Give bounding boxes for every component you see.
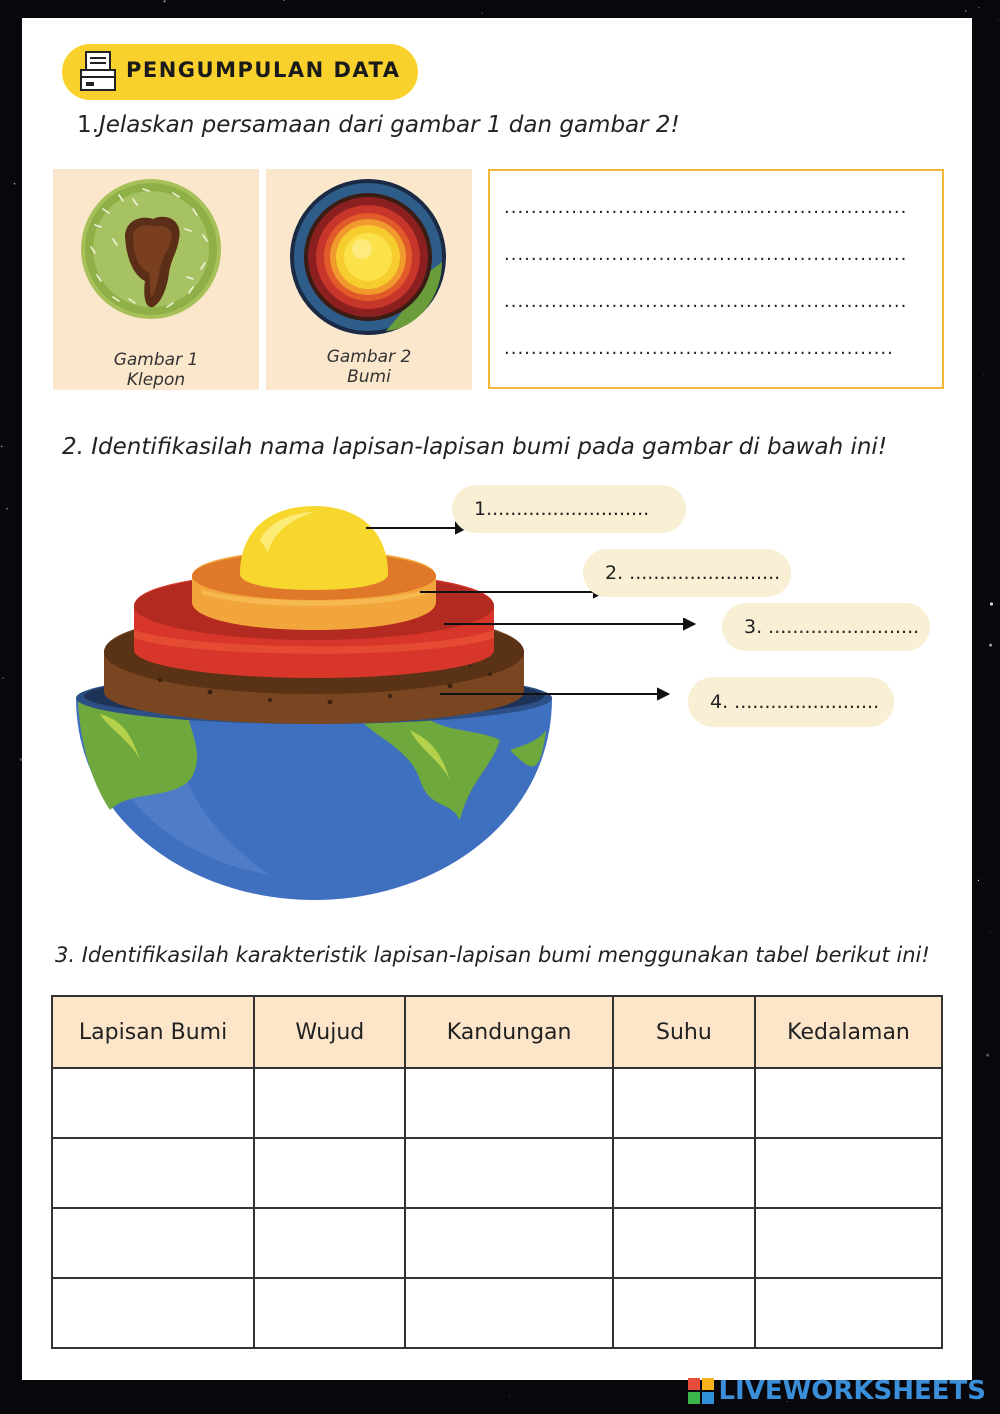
star: [509, 1397, 510, 1398]
table-row: [52, 1208, 942, 1278]
layer-label-2[interactable]: 2. .........................: [583, 549, 791, 597]
column-header: Kandungan: [405, 996, 612, 1068]
table-row: [52, 1068, 942, 1138]
table-row: [52, 1278, 942, 1348]
star: [998, 20, 999, 21]
table-cell[interactable]: [405, 1138, 612, 1208]
table-cell[interactable]: [613, 1068, 755, 1138]
star: [14, 183, 15, 184]
star: [990, 931, 991, 932]
layer-label-3[interactable]: 3. .........................: [722, 603, 930, 651]
star: [979, 7, 980, 8]
table-cell[interactable]: [254, 1138, 405, 1208]
table-cell[interactable]: [755, 1138, 942, 1208]
answer-line[interactable]: ..........................................................: [504, 338, 894, 359]
star: [2, 677, 4, 679]
column-header: Lapisan Bumi: [52, 996, 254, 1068]
table-cell[interactable]: [613, 1278, 755, 1348]
star: [990, 602, 993, 605]
table-cell[interactable]: [613, 1208, 755, 1278]
table-cell[interactable]: [52, 1138, 254, 1208]
answer-line[interactable]: ............................................................: [504, 244, 908, 265]
image-1-caption: [53, 350, 259, 390]
table-cell[interactable]: [405, 1068, 612, 1138]
layer-arrow-4: [438, 686, 678, 706]
star: [986, 1054, 989, 1057]
liveworksheets-logo-icon: [688, 1378, 714, 1404]
table-cell[interactable]: [52, 1068, 254, 1138]
image-1-caption-line1: Gambar 1: [113, 350, 199, 370]
star: [1, 446, 2, 447]
section-title: PENGUMPULAN DATA: [126, 58, 401, 82]
table-cell[interactable]: [52, 1278, 254, 1348]
layer-label-4[interactable]: 4. ........................: [688, 677, 894, 727]
column-header: Kedalaman: [755, 996, 942, 1068]
star: [283, 0, 285, 1]
column-header: Wujud: [254, 996, 405, 1068]
question-1: [77, 112, 680, 138]
question-3-text: 3. Identifikasilah karakteristik lapisan-lapisan bumi menggunakan tabel berikut ini!: [55, 943, 930, 967]
answer-box[interactable]: [488, 169, 944, 389]
layer-label-1[interactable]: 1...........................: [452, 485, 686, 533]
table-cell[interactable]: [254, 1208, 405, 1278]
worksheet-page: [22, 18, 972, 1380]
table-cell[interactable]: [613, 1138, 755, 1208]
star: [965, 10, 967, 12]
liveworksheets-watermark: [688, 1376, 986, 1406]
watermark-text: LIVEWORKSHEETS: [718, 1376, 986, 1406]
star: [6, 508, 8, 510]
question-2-text: 2. Identifikasilah nama lapisan-lapisan bumi pada gambar di bawah ini!: [62, 434, 888, 460]
table-cell[interactable]: [254, 1068, 405, 1138]
table-cell[interactable]: [52, 1208, 254, 1278]
star: [989, 644, 992, 647]
star: [482, 13, 483, 14]
answer-line[interactable]: ............................................................: [504, 197, 908, 218]
image-card-klepon: [53, 169, 259, 390]
section-header: [62, 44, 418, 100]
star: [654, 11, 655, 12]
star: [978, 880, 979, 881]
table-header-row: [52, 996, 942, 1068]
image-card-bumi: [266, 169, 472, 390]
star: [983, 374, 984, 375]
image-1-caption-line2: Klepon: [126, 370, 186, 390]
table-cell[interactable]: [405, 1278, 612, 1348]
table-cell[interactable]: [254, 1278, 405, 1348]
image-2-caption-line2: Bumi: [347, 367, 391, 387]
table-cell[interactable]: [755, 1068, 942, 1138]
table-cell[interactable]: [755, 1208, 942, 1278]
document-box-icon: [78, 50, 118, 94]
table-cell[interactable]: [405, 1208, 612, 1278]
image-2-caption-line1: Gambar 2: [326, 347, 412, 367]
question-1-number: 1.: [77, 112, 99, 138]
image-2-caption: [266, 347, 472, 387]
column-header: Suhu: [613, 996, 755, 1068]
star: [163, 0, 165, 2]
table-row: [52, 1138, 942, 1208]
question-1-text: Jelaskan persamaan dari gambar 1 dan gambar 2!: [98, 112, 680, 138]
characteristics-table: [51, 995, 943, 1349]
answer-line[interactable]: ............................................................: [504, 291, 908, 312]
table-cell[interactable]: [755, 1278, 942, 1348]
